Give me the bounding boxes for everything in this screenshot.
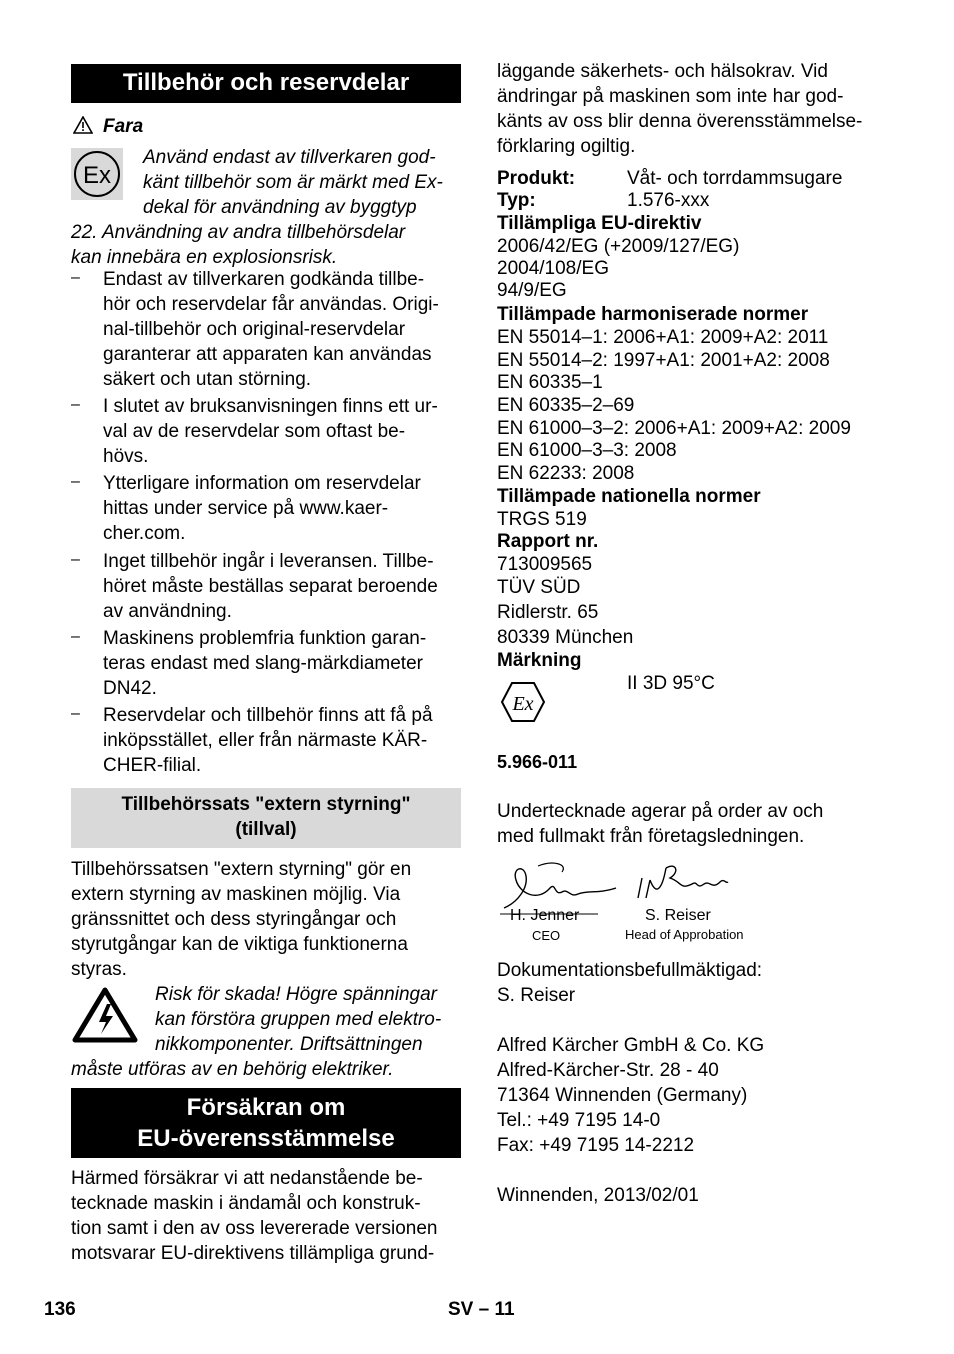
high-voltage-warning-icon [71, 986, 139, 1044]
bullet-dash: – [71, 628, 80, 645]
decl-line-4: motsvarar EU-direktivens tillämpliga grund- [71, 1243, 435, 1264]
bullet-line: Ytterligare information om reservdelar [103, 473, 421, 494]
directive-3: 94/9/EG [497, 280, 567, 301]
danger-label: Fara [103, 116, 144, 137]
report-label: Rapport nr. [497, 531, 599, 552]
signer1-name: H. Jenner [510, 907, 580, 924]
kit-line-3: gränssnittet och dess styringångar och [71, 909, 397, 930]
bullet-line: Reservdelar och tillbehör finns att få på [103, 705, 433, 726]
kit-line-4: styrutgångar kan de viktiga funktionerna [71, 934, 408, 955]
heading2-line-2: EU-överensstämmelse [137, 1125, 395, 1152]
marking-value: II 3D 95°C [627, 673, 715, 694]
bullet-dash: – [71, 551, 80, 568]
risk-line-4: måste utföras av en behörig elektriker. [71, 1059, 394, 1080]
decl-cont-4: förklaring ogiltig. [497, 136, 636, 157]
national-value: TRGS 519 [497, 509, 587, 530]
signer2-title: Head of Approbation [625, 927, 744, 942]
norm-1: EN 55014–1: 2006+A1: 2009+A2: 2011 [497, 327, 829, 348]
bullet-line: höret måste beställas separat beroende [103, 576, 438, 597]
warning-triangle-icon [73, 116, 93, 134]
bullet-line: nal-tillbehör och original-reservdelar [103, 319, 406, 340]
product-value: Våt- och torrdammsugare [627, 168, 843, 189]
decl-cont-2: ändringar på maskinen som inte har god- [497, 86, 844, 107]
svg-text:Ex: Ex [82, 162, 112, 189]
heading-eu-declaration [71, 1088, 461, 1158]
norm-6: EN 61000–3–3: 2008 [497, 440, 677, 461]
ex-marking-icon [500, 681, 546, 723]
subheading-line-1: Tillbehörssats "extern styrning" [121, 794, 411, 815]
report-3: Ridlerstr. 65 [497, 602, 599, 623]
product-label: Produkt: [497, 168, 576, 189]
signed-line-2: med fullmakt från företagsledningen. [497, 826, 805, 847]
bullet-line: I slutet av bruksanvisningen finns ett ur- [103, 396, 438, 417]
address-5: Fax: +49 7195 14-2212 [497, 1135, 695, 1156]
bullet-line: hövs. [103, 446, 149, 467]
bullet-line: garanterar att apparaten kan användas [103, 344, 432, 365]
kit-line-2: extern styrning av maskinen möjlig. Via [71, 884, 401, 905]
bullet-line: val av de reservdelar som oftast be- [103, 421, 406, 442]
norm-5: EN 61000–3–2: 2006+A1: 2009+A2: 2009 [497, 418, 851, 439]
signer2-name: S. Reiser [645, 907, 711, 924]
ex-line-4: 22. Användning av andra tillbehörsdelar [71, 222, 406, 243]
risk-line-3: nikkomponenter. Driftsättningen [155, 1034, 423, 1055]
norms-label: Tillämpade harmoniserade normer [497, 304, 809, 325]
address-2: Alfred-Kärcher-Str. 28 - 40 [497, 1060, 719, 1081]
bullet-line: cher.com. [103, 523, 186, 544]
section-label: SV – 11 [448, 1299, 515, 1320]
bullet-line: Endast av tillverkaren godkända tillbe- [103, 269, 425, 290]
bullet-line: säkert och utan störning. [103, 369, 312, 390]
decl-cont-3: känts av oss blir denna överensstämmelse- [497, 111, 863, 132]
bullet-line: CHER-filial. [103, 755, 202, 776]
norm-4: EN 60335–2–69 [497, 395, 635, 416]
type-value: 1.576-xxx [627, 190, 710, 211]
bullet-line: av användning. [103, 601, 232, 622]
report-1: 713009565 [497, 554, 593, 575]
bullet-line: hittas under service på www.kaer- [103, 498, 389, 519]
bullet-line: hör och reservdelar får användas. Origi- [103, 294, 439, 315]
bullet-line: teras endast med slang-märkdiameter [103, 653, 423, 674]
doc-auth-1: Dokumentationsbefullmäktigad: [497, 960, 763, 981]
marking-label: Märkning [497, 650, 582, 671]
decl-cont-1: läggande säkerhets- och hälsokrav. Vid [497, 61, 828, 82]
type-label: Typ: [497, 190, 536, 211]
report-4: 80339 München [497, 627, 634, 648]
ex-line-3: dekal för användning av byggtyp [143, 197, 417, 218]
norm-7: EN 62233: 2008 [497, 463, 635, 484]
signer1-title: CEO [532, 928, 561, 943]
subheading-kit [71, 788, 461, 848]
national-label: Tillämpade nationella normer [497, 486, 761, 507]
place-date: Winnenden, 2013/02/01 [497, 1185, 699, 1206]
report-2: TÜV SÜD [497, 577, 581, 598]
subheading-line-2: (tillval) [235, 819, 297, 840]
bullet-line: DN42. [103, 678, 157, 699]
directive-2: 2004/108/EG [497, 258, 609, 279]
directives-label: Tillämpliga EU-direktiv [497, 213, 702, 234]
risk-line-2: kan förstöra gruppen med elektro- [155, 1009, 442, 1030]
directive-1: 2006/42/EG (+2009/127/EG) [497, 236, 740, 257]
decl-line-2: tecknade maskin i ändamål och konstruk- [71, 1193, 421, 1214]
signature-reiser [632, 860, 732, 908]
address-1: Alfred Kärcher GmbH & Co. KG [497, 1035, 765, 1056]
page-number: 136 [44, 1299, 76, 1320]
decl-line-3: tion samt i den av oss levererade versionen [71, 1218, 438, 1239]
kit-line-5: styras. [71, 959, 127, 980]
risk-line-1: Risk för skada! Högre spänningar [155, 984, 437, 1005]
decl-line-1: Härmed försäkrar vi att nedanstående be- [71, 1168, 423, 1189]
doc-auth-2: S. Reiser [497, 985, 576, 1006]
ex-line-5: kan innebära en explosionsrisk. [71, 247, 338, 268]
bullet-dash: – [71, 705, 80, 722]
address-4: Tel.: +49 7195 14-0 [497, 1110, 661, 1131]
heading2-line-1: Försäkran om [186, 1094, 346, 1121]
norm-3: EN 60335–1 [497, 372, 603, 393]
ex-hexagon-icon [71, 148, 123, 200]
bullet-line: Maskinens problemfria funktion garan- [103, 628, 427, 649]
bullet-dash: – [71, 473, 80, 490]
bullet-dash: – [71, 269, 80, 286]
doc-number: 5.966-011 [497, 752, 578, 772]
address-3: 71364 Winnenden (Germany) [497, 1085, 748, 1106]
ex-line-2: känt tillbehör som är märkt med Ex- [143, 172, 443, 193]
kit-line-1: Tillbehörssatsen "extern styrning" gör en [71, 859, 412, 880]
ex-line-1: Använd endast av tillverkaren god- [143, 147, 436, 168]
norm-2: EN 55014–2: 1997+A1: 2001+A2: 2008 [497, 350, 830, 371]
bullet-dash: – [71, 396, 80, 413]
signed-line-1: Undertecknade agerar på order av och [497, 801, 824, 822]
bullet-line: inköpsstället, eller från närmaste KÄR- [103, 730, 428, 751]
bullet-line: Inget tillbehör ingår i leveransen. Tillbe- [103, 551, 434, 572]
svg-text:Ex: Ex [512, 693, 534, 715]
heading-tillbehor: Tillbehör och reservdelar [71, 64, 461, 103]
